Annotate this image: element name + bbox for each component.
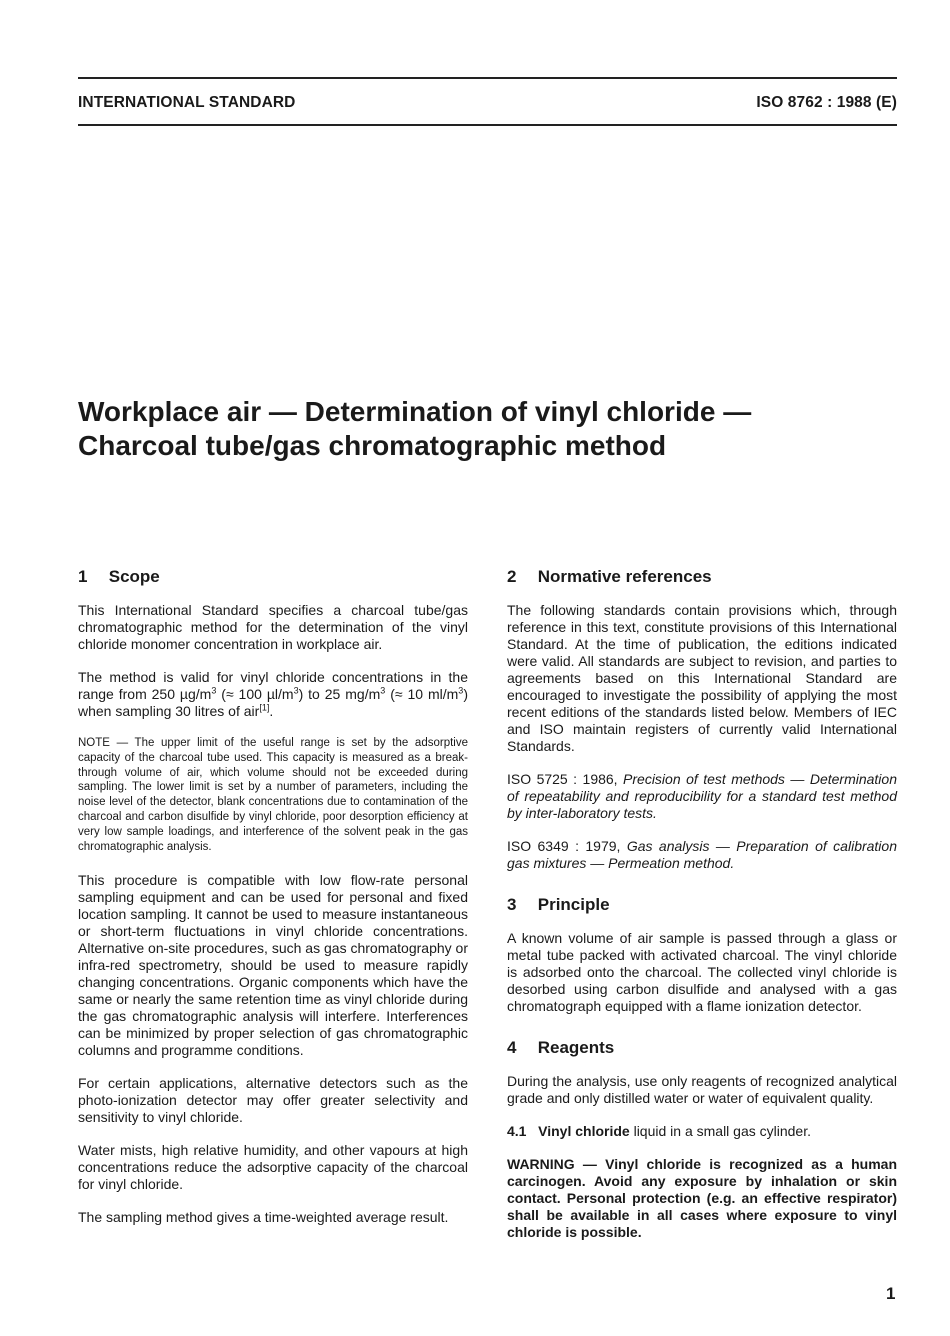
header-rule-bottom [78,124,897,126]
reference-citation: [1] [259,702,270,713]
reagents-paragraph: During the analysis, use only reagents of recognized analytical grade and only distilled water or water of equivalent quality. [507,1073,897,1106]
title-line-2: Charcoal tube/gas chromatographic method [78,430,667,461]
scope-paragraph-5: Water mists, high relative humidity, and other vapours at high concentrations reduce the adsorptive capacity of the charcoal for vinyl chloride. [78,1142,468,1193]
scope-paragraph-3: This procedure is compatible with low flow-rate personal sampling equipment and can be used for personal and fixed location sampling. It cannot be used to measure instantaneous or short-term fluctuations in vinyl chloride concentrations. Alternative on-site procedures, such as gas chromatography or infra-red spectrometry, should be used to measure rapidly changing concentrations. Organic components which have the same or nearly the same retention time as vinyl chloride during the gas chromatographic analysis will interfere. Interferences can be minimized by proper selection of gas chromatographic columns and programme conditions. [78,872,468,1059]
document-type-label: INTERNATIONAL STANDARD [78,94,296,111]
standard-number-label: ISO 8762 : 1988 (E) [756,94,897,111]
document-title [78,395,751,463]
section-heading-principle: 3 Principle [507,895,610,914]
header-rule-top [78,77,897,79]
left-column [78,566,468,1242]
subclause-4-1: 4.1 Vinyl chloride liquid in a small gas cylinder. [507,1123,811,1139]
scope-paragraph-1: This International Standard specifies a charcoal tube/gas chromatographic method for the determination of the vinyl chloride monomer concentration in workplace air. [78,602,468,652]
section-heading-reagents: 4 Reagents [507,1038,615,1057]
scope-note: NOTE — The upper limit of the useful range is set by the adsorptive capacity of the charcoal tube used. This capacity is measured as a break-through volume of air, which volume should not be exceeded during sampling. The lower limit is set by a number of parameters, including the noise level of the detector, blank concentrations due to contamination of the charcoal and carbon disulfide by vinyl chloride, poor desorption efficiency at very low sample loadings, and interference of the solvent peak in the gas chromatographic analysis. [78,737,468,853]
principle-paragraph: A known volume of air sample is passed through a glass or metal tube packed with activated charcoal. The vinyl chloride is adsorbed onto the charcoal. The collected vinyl chloride is desorbed using carbon disulfide and analysed with a gas chromatograph equipped with a flame ionization detector. [507,930,897,1014]
scope-paragraph-range: The method is valid for vinyl chloride concentrations in the range from 250 $\mu g/m^3$ (≈ 100 $\mu l/m^3$) to 25 $mg/m^3$ (≈ 10 $ml/m^3$) when sampling 30 litres of air[1]. [78,669,468,719]
reference-iso-5725: ISO 5725 : 1986, Precision of test methods — Determination of repeatability and reproducibility for a standard test method by inter-laboratory tests. [507,771,897,821]
scope-paragraph-4: For certain applications, alternative detectors such as the photo-ionization detector may offer greater selectivity and sensitivity to vinyl chloride. [78,1075,468,1126]
warning-paragraph: WARNING — Vinyl chloride is recognized as a human carcinogen. Avoid any exposure by inhalation or skin contact. Personal protection (e.g. an effective respirator) shall be available in all cases where exposure to vinyl chloride is possible. [507,1156,897,1240]
scope-paragraph-6: The sampling method gives a time-weighted average result. [78,1209,449,1226]
section-heading-normative-references: 2 Normative references [507,567,712,586]
reference-iso-6349: ISO 6349 : 1979, Gas analysis — Preparation of calibration gas mixtures — Permeation method. [507,838,897,871]
title-line-1: Workplace air — Determination of vinyl chloride — [78,396,752,427]
section-heading-scope: 1 Scope [78,567,160,586]
page-number: 1 [886,1284,896,1303]
normative-paragraph: The following standards contain provisions which, through reference in this text, constitute provisions of this International Standard. At the time of publication, the editions indicated were valid. All standards are subject to revision, and parties to agreements based on this International Standard are encouraged to investigate the possibility of applying the most recent editions of the standards listed below. Members of IEC and ISO maintain registers of currently valid International Standards. [507,602,897,754]
right-column [507,566,897,1257]
